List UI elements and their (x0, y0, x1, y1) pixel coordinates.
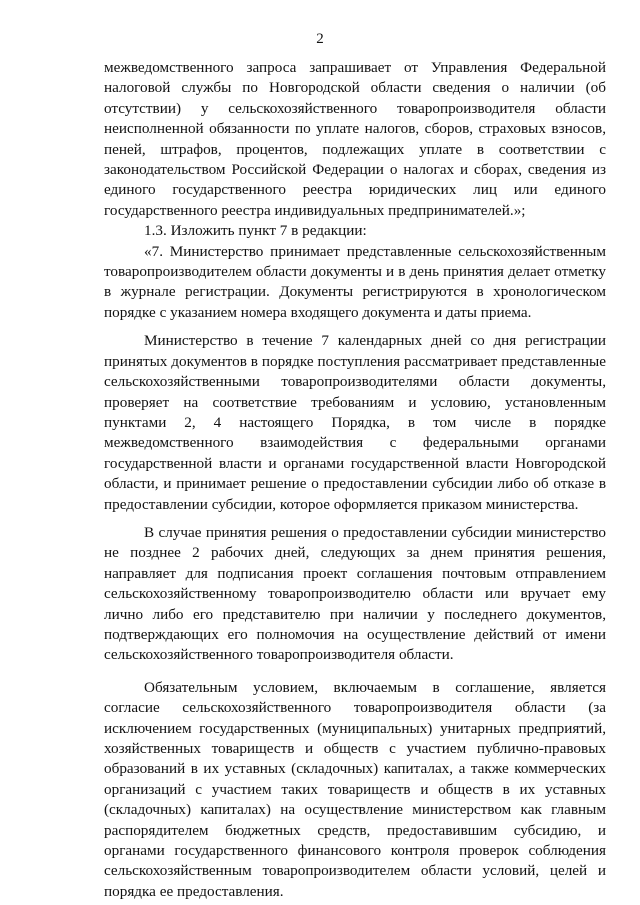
paragraph-amendment-1-3: 1.3. Изложить пункт 7 в редакции: (144, 222, 367, 240)
paragraph-point-7: «7. Министерство принимает представленные сельскохозяйственным товаропроизводителем области документы и в день принятия делает отметку в журнале регистрации. Документы регистрируются в хронологическом порядке с указанием номера входящего документа и даты приема. (104, 242, 606, 321)
document-body (104, 58, 606, 902)
page-number: 2 (316, 31, 324, 47)
paragraph-mandatory-condition: Обязательным условием, включаемым в соглашение, является согласие сельскохозяйственного товаропроизводителя области (за исключением государственных (муниципальных) унитарных предприятий, хозяйственных товариществ и обществ с участием публично-правовых образований в их уставных (складочных) капиталах, а также коммерческих организаций с участием таких товариществ и обществ в их уставных (складочных) капиталах) на осуществление министерством как главным распорядителем бюджетных средств, предоставившим субсидию, и органами государственного финансового контроля проверок соблюдения сельскохозяйственным товаропроизводителем области условий, целей и порядка ее предоставления. (104, 678, 606, 900)
paragraph-review-documents: Министерство в течение 7 календарных дней со дня регистрации принятых документов в порядке поступления рассматривает представленные сельскохозяйственными товаропроизводителями области документы, проверяет на соответствие требованиям и условию, установленным пунктами 2, 4 настоящего Порядка, в том числе в порядке межведомственного взаимодействия с федеральными органами государственной власти и органами государственной власти Новгородской области, и принимает решение о предоставлении субсидии либо об отказе в предоставлении субсидии, которое оформляется приказом министерства. (104, 332, 606, 513)
paragraph-continuation: межведомственного запроса запрашивает от Управления Федеральной налоговой службы по Новгородской области сведения о наличии (об отсутствии) у сельскохозяйственного товаропроизводителя области неисполненной обязанности по уплате налогов, сборов, страховых взносов, пеней, штрафов, процентов, подлежащих уплате в соответствии с законодательством Российской Федерации о налогах и сборах, сведения из единого государственного реестра юридических лиц или единого государственного реестра индивидуальных предпринимателей.»; (104, 59, 606, 219)
paragraph-subsidy-agreement: В случае принятия решения о предоставлении субсидии министерство не позднее 2 рабочих дней, следующих за днем принятия решения, направляет для подписания проект соглашения почтовым отправлением сельскохозяйственному товаропроизводителю области или вручает ему лично либо его представителю при наличии у последнего документов, подтверждающих его полномочия на осуществление действий от имени сельскохозяйственного товаропроизводителя области. (104, 523, 606, 664)
